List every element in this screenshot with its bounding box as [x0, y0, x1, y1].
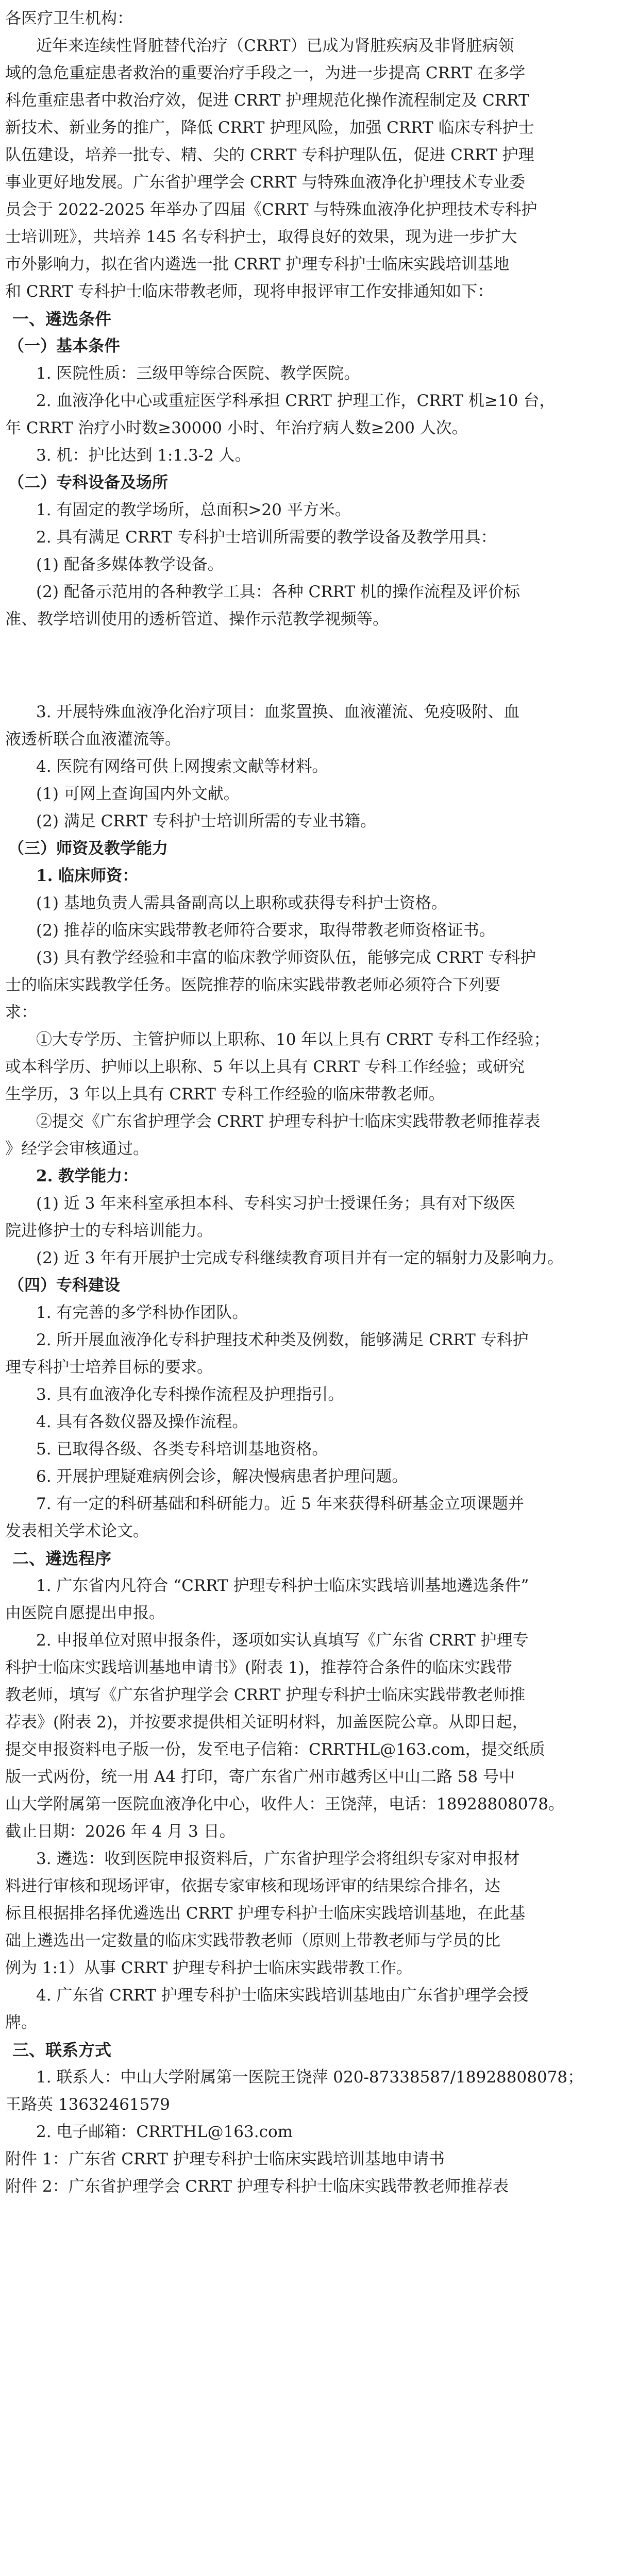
salutation: 各医疗卫生机构： [5, 9, 133, 28]
body-line: ②提交《广东省护理学会 CRRT 护理专科护士临床实践带教老师推荐表 [36, 1112, 541, 1131]
body-line: 2. 所开展血液净化专科护理技术种类及例数，能够满足 CRRT 专科护 [36, 1331, 529, 1349]
body-line: 准、教学培训使用的透析管道、操作示范教学视频等。 [5, 610, 389, 629]
subsection-heading: （四）专科建设 [8, 1276, 120, 1295]
body-line: 4. 医院有网络可供上网搜索文献等材料。 [36, 757, 328, 776]
intro-line: 域的急危重症患者救治的重要治疗手段之一，为进一步提高 CRRT 在多学 [5, 64, 526, 82]
body-line: 生学历，3 年以上具有 CRRT 专科工作经验的临床带教老师。 [5, 1085, 445, 1104]
item-heading: 2. 教学能力： [36, 1167, 139, 1185]
body-line: (2) 推荐的临床实践带教老师符合要求，取得带教老师资格证书。 [36, 921, 495, 940]
body-line: 2. 具有满足 CRRT 专科护士培训所需要的教学设备及教学用具： [36, 528, 497, 547]
body-line: (2) 满足 CRRT 专科护士培训所需的专业书籍。 [36, 812, 377, 831]
attachment-2: 附件 2：广东省护理学会 CRRT 护理专科护士临床实践带教老师推荐表 [5, 2177, 509, 2196]
body-line: 标且根据排名择优遴选出 CRRT 护理专科护士临床实践培训基地，在此基 [5, 1904, 526, 1923]
body-line: 3. 具有血液净化专科操作流程及护理指引。 [36, 1385, 344, 1404]
body-line: 求： [5, 1003, 37, 1022]
intro-line: 员会于 2022-2025 年举办了四届《CRRT 与特殊血液净化护理技术专科护 [5, 200, 538, 219]
intro-line: 队伍建设，培养一批专、精、尖的 CRRT 专科护理队伍，促进 CRRT 护理 [5, 146, 534, 164]
body-line: 1. 有固定的教学场所，总面积>20 平方米。 [36, 501, 351, 519]
body-line: 料进行审核和现场评审，依据专家审核和现场评审的结果综合排名，达 [5, 1877, 500, 1895]
intro-line: 近年来连续性肾脏替代治疗（CRRT）已成为肾脏疾病及非肾脏病领 [36, 37, 514, 55]
contact-line: 王路英 13632461579 [5, 2095, 170, 2114]
body-line: 士的临床实践教学任务。医院推荐的临床实践带教老师必须符合下列要 [5, 976, 500, 994]
body-line: ①大专学历、主管护师以上职称、10 年以上具有 CRRT 专科工作经验； [36, 1030, 550, 1049]
body-line: 3. 遴选：收到医院申报资料后，广东省护理学会将组织专家对申报材 [36, 1850, 520, 1868]
body-line: 液透析联合血液灌流等。 [5, 730, 181, 749]
attachment-1: 附件 1：广东省 CRRT 护理专科护士临床实践培训基地申请书 [5, 2150, 445, 2168]
body-line: (1) 配备多媒体教学设备。 [36, 555, 224, 574]
body-line: 山大学附属第一医院血液净化中心，收件人：王饶萍，电话：18928808078。 [5, 1795, 564, 1814]
body-line: 2. 血液净化中心或重症医学科承担 CRRT 护理工作，CRRT 机≥10 台， [36, 392, 556, 410]
subsection-heading: （一）基本条件 [8, 337, 120, 355]
body-line: 4. 广东省 CRRT 护理专科护士临床实践培训基地由广东省护理学会授 [36, 1986, 529, 2005]
intro-line: 和 CRRT 专科护士临床带教老师，现将申报评审工作安排通知如下： [5, 282, 494, 301]
intro-line: 士培训班》，共培养 145 名专科护士，取得良好的效果，现为进一步扩大 [5, 228, 517, 246]
body-line: 牌。 [5, 2013, 37, 2032]
section-heading: 一、遴选条件 [12, 309, 112, 329]
body-line: 荐表》(附表 2)，并按要求提供相关证明材料，加盖医院公章。从即日起， [5, 1713, 528, 1732]
body-line: 版一式两份，统一用 A4 打印，寄广东省广州市越秀区中山二路 58 号中 [5, 1768, 515, 1786]
contact-email: 2. 电子邮箱：CRRTHL@163.com [36, 2123, 293, 2141]
body-line: 1. 医院性质：三级甲等综合医院、教学医院。 [36, 364, 360, 383]
body-line: 7. 有一定的科研基础和科研能力。近 5 年来获得科研基金立项课题并 [36, 1495, 524, 1513]
intro-line: 市外影响力，拟在省内遴选一批 CRRT 护理专科护士临床实践培训基地 [5, 255, 510, 274]
item-heading: 1. 临床师资： [36, 867, 139, 885]
body-line: (2) 配备示范用的各种教学工具：各种 CRRT 机的操作流程及评价标 [36, 583, 521, 601]
body-line: 础上遴选出一定数量的临床实践带教老师（原则上带教老师与学员的比 [5, 1931, 500, 1950]
body-line: 提交申报资料电子版一份，发至电子信箱：CRRTHL@163.com，提交纸质 [5, 1740, 545, 1759]
body-line: 2. 申报单位对照申报条件，逐项如实认真填写《广东省 CRRT 护理专 [36, 1631, 529, 1650]
body-line: 发表相关学术论文。 [5, 1522, 149, 1540]
body-line: 5. 已取得各级、各类专科培训基地资格。 [36, 1440, 328, 1459]
body-line: 3. 机：护比达到 1:1.3-2 人。 [36, 446, 251, 465]
body-line: 教老师，填写《广东省护理学会 CRRT 护理专科护士临床实践带教老师推 [5, 1686, 526, 1704]
body-line: 》经学会审核通过。 [5, 1140, 149, 1158]
body-line: (1) 基地负责人需具备副高以上职称或获得专科护士资格。 [36, 894, 447, 912]
intro-line: 科危重症患者中救治疗效，促进 CRRT 护理规范化操作流程制定及 CRRT [5, 91, 529, 110]
body-line: 理专科护士培养目标的要求。 [5, 1358, 213, 1377]
body-line: 例为 1:1）从事 CRRT 护理专科护士临床实践带教工作。 [5, 1959, 412, 1977]
contact-line: 1. 联系人：中山大学附属第一医院王饶萍 020-87338587/18928808078； [36, 2068, 584, 2087]
body-line: 由医院自愿提出申报。 [5, 1604, 165, 1622]
section-heading: 三、联系方式 [12, 2040, 112, 2060]
subsection-heading: （二）专科设备及场所 [8, 473, 168, 492]
body-line: 6. 开展护理疑难病例会诊，解决慢病患者护理问题。 [36, 1467, 408, 1486]
subsection-heading: （三）师资及教学能力 [8, 839, 168, 858]
intro-line: 新技术、新业务的推广，降低 CRRT 护理风险，加强 CRRT 临床专科护士 [5, 118, 534, 137]
body-line: 院进修护士的专科培训能力。 [5, 1222, 213, 1240]
body-line: 科护士临床实践培训基地申请书》(附表 1)，推荐符合条件的临床实践带 [5, 1658, 512, 1677]
body-line: (1) 可网上查询国内外文献。 [36, 785, 240, 803]
section-heading: 二、遴选程序 [12, 1549, 112, 1568]
body-line: 年 CRRT 治疗小时数≥30000 小时、年治疗病人数≥200 人次。 [5, 419, 468, 437]
body-line: 截止日期：2026 年 4 月 3 日。 [5, 1822, 236, 1841]
body-line: (1) 近 3 年来科室承担本科、专科实习护士授课任务；具有对下级医 [36, 1194, 516, 1213]
body-line: 1. 广东省内凡符合 “CRRT 护理专科护士临床实践培训基地遴选条件” [36, 1577, 529, 1595]
body-line: (3) 具有教学经验和丰富的临床教学师资队伍，能够完成 CRRT 专科护 [36, 948, 536, 967]
body-line: (2) 近 3 年有开展护士完成专科继续教育项目并有一定的辐射力及影响力。 [36, 1249, 564, 1267]
intro-line: 事业更好地发展。广东省护理学会 CRRT 与特殊血液净化护理技术专业委 [5, 173, 526, 192]
body-line: 3. 开展特殊血液净化治疗项目：血浆置换、血液灌流、免疫吸附、血 [36, 703, 520, 721]
body-line: 4. 具有各数仪器及操作流程。 [36, 1413, 248, 1431]
body-line: 1. 有完善的多学科协作团队。 [36, 1303, 248, 1322]
body-line: 或本科学历、护师以上职称、5 年以上具有 CRRT 专科工作经验；或研究 [5, 1058, 525, 1076]
